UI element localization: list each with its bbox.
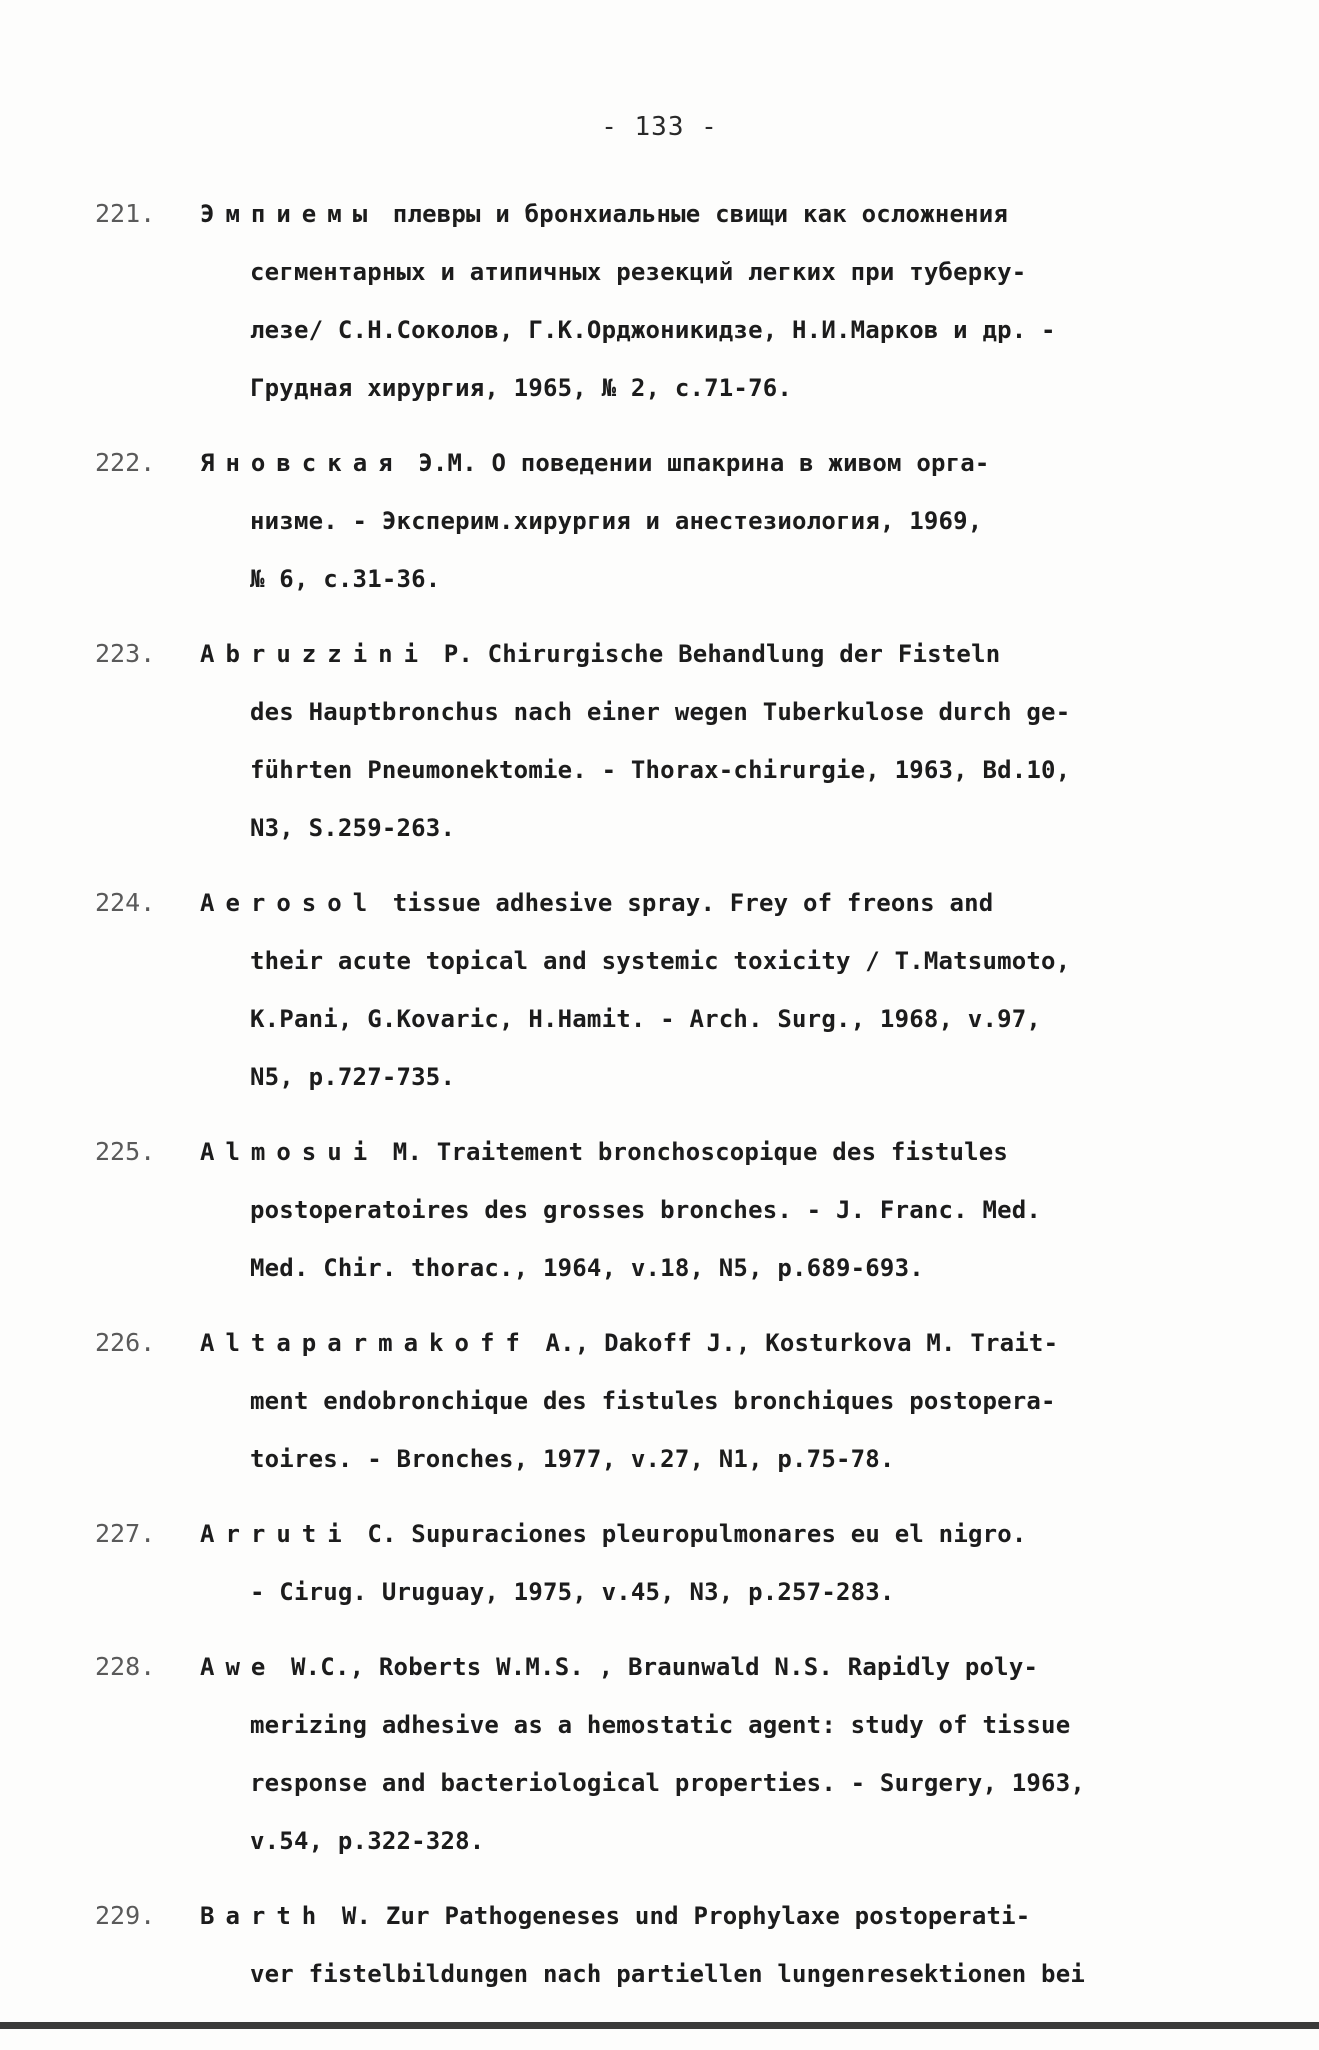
entry-line: their acute topical and systemic toxicity / T.Matsumoto, — [250, 947, 1071, 975]
entry-first-line — [200, 1123, 1290, 1181]
entry-line: response and bacteriological properties. - Surgery, 1963, — [250, 1769, 1086, 1797]
bibliography-entry — [95, 185, 1290, 417]
entry-line: низме. - Эксперим.хирургия и анестезиология, 1969, — [250, 507, 983, 535]
entry-line: ver fistelbildungen nach partiellen lungenresektionen bei — [250, 1960, 1086, 1988]
entry-line: postoperatoires des grosses bronches. - J. Franc. Med. — [250, 1196, 1042, 1224]
entry-first-line — [200, 625, 1290, 683]
page-number: - 133 - — [601, 112, 718, 142]
entry-line: N5, p.727-735. — [250, 1063, 456, 1091]
scan-edge-rule — [0, 2022, 1319, 2029]
bibliography-entry — [95, 1314, 1290, 1488]
entry-first-line — [200, 1505, 1290, 1563]
entry-number: 225. — [95, 1137, 156, 1166]
entry-author-spaced: Altaparmakoff — [200, 1329, 531, 1357]
entry-number: 224. — [95, 888, 156, 917]
entry-line: сегментарных и атипичных резекций легких при туберку- — [250, 258, 1027, 286]
bibliography-entry — [95, 1887, 1290, 2003]
entry-line: № 6, с.31-36. — [250, 565, 441, 593]
entry-number: 226. — [95, 1328, 156, 1357]
bibliography-entry — [95, 1123, 1290, 1297]
entry-first-line — [200, 1887, 1290, 1945]
entry-number: 228. — [95, 1652, 156, 1681]
entry-first-line — [200, 434, 1290, 492]
entry-first-line-text: A., Dakoff J., Kosturkova M. Trait- — [530, 1329, 1059, 1357]
entry-author-spaced: Abruzzini — [200, 640, 430, 668]
entry-author-spaced: Almosui — [200, 1138, 379, 1166]
entry-line: - Cirug. Uruguay, 1975, v.45, N3, p.257-283. — [250, 1578, 895, 1606]
bibliography-list — [95, 185, 1290, 2020]
entry-author-spaced: Яновская — [200, 449, 404, 477]
entry-first-line-text: tissue adhesive spray. Frey of freons and — [378, 889, 994, 917]
entry-first-line-text: C. Supuraciones pleuropulmonares eu el nigro. — [352, 1520, 1027, 1548]
entry-line: Med. Chir. thorac., 1964, v.18, N5, p.689-693. — [250, 1254, 924, 1282]
entry-number: 229. — [95, 1901, 156, 1930]
entry-first-line-text: M. Traitement bronchoscopique des fistules — [378, 1138, 1009, 1166]
entry-first-line — [200, 1314, 1290, 1372]
entry-author-spaced: Эмпиемы — [200, 200, 379, 228]
entry-first-line-text: W. Zur Pathogeneses und Prophylaxe postoperati- — [327, 1902, 1031, 1930]
entry-line: merizing adhesive as a hemostatic agent: study of tissue — [250, 1711, 1071, 1739]
entry-first-line-text: W.C., Roberts W.M.S. , Braunwald N.S. Rapidly poly- — [276, 1653, 1039, 1681]
entry-number: 227. — [95, 1519, 156, 1548]
bibliography-entry — [95, 625, 1290, 857]
entry-author-spaced: Barth — [200, 1902, 328, 1930]
entry-line: лезе/ С.Н.Соколов, Г.К.Орджоникидзе, Н.И.Марков и др. - — [250, 316, 1056, 344]
entry-number: 223. — [95, 639, 156, 668]
entry-line: N3, S.259-263. — [250, 814, 456, 842]
bibliography-entry — [95, 1638, 1290, 1870]
entry-author-spaced: Awe — [200, 1653, 277, 1681]
bibliography-entry — [95, 874, 1290, 1106]
entry-author-spaced: Arruti — [200, 1520, 353, 1548]
entry-line: K.Pani, G.Kovaric, H.Hamit. - Arch. Surg., 1968, v.97, — [250, 1005, 1042, 1033]
bibliography-entry — [95, 434, 1290, 608]
entry-first-line-text: Э.М. О поведении шпакрина в живом орга- — [403, 449, 990, 477]
entry-author-spaced: Aerosol — [200, 889, 379, 917]
entry-first-line — [200, 874, 1290, 932]
entry-line: toires. - Bronches, 1977, v.27, N1, p.75-78. — [250, 1445, 895, 1473]
entry-first-line — [200, 1638, 1290, 1696]
entry-line: ment endobronchique des fistules bronchiques postopera- — [250, 1387, 1056, 1415]
entry-line: v.54, p.322-328. — [250, 1827, 485, 1855]
entry-number: 222. — [95, 448, 156, 477]
entry-number: 221. — [95, 199, 156, 228]
entry-first-line-text: плевры и бронхиальные свищи как осложнения — [378, 200, 1009, 228]
entry-line: führten Pneumonektomie. - Thorax-chirurgie, 1963, Bd.10, — [250, 756, 1071, 784]
bibliography-entry — [95, 1505, 1290, 1621]
entry-line: Грудная хирургия, 1965, № 2, с.71-76. — [250, 374, 793, 402]
entry-line: des Hauptbronchus nach einer wegen Tuberkulose durch ge- — [250, 698, 1071, 726]
entry-first-line-text: P. Chirurgische Behandlung der Fisteln — [429, 640, 1001, 668]
entry-first-line — [200, 185, 1290, 243]
